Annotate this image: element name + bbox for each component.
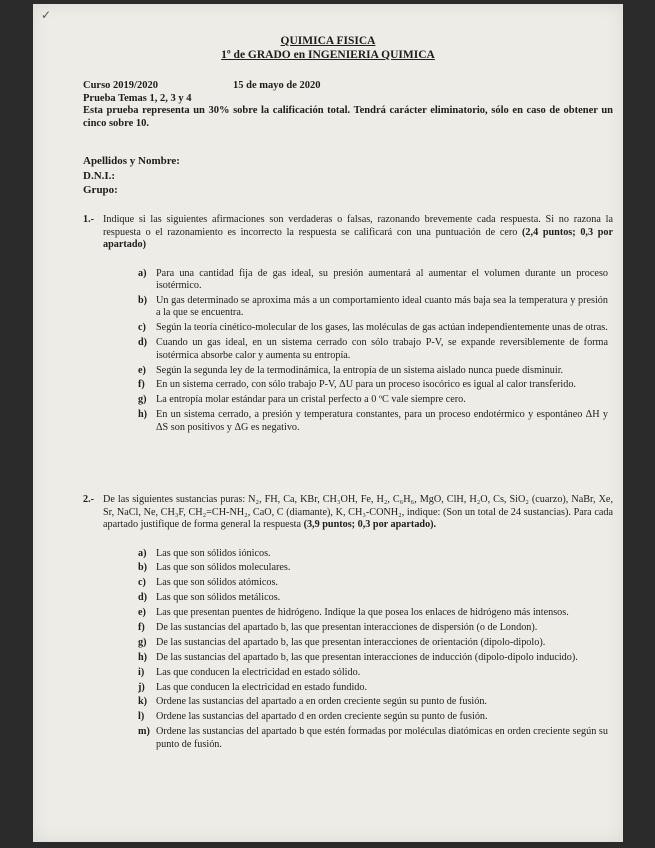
item-label: i) (138, 666, 145, 678)
item-text: De las sustancias del apartado b, las que presentan interacciones de orientación (dipolo-dipolo). (156, 636, 546, 648)
question-2 (83, 494, 613, 754)
dni-label: D.N.I.: (83, 169, 116, 182)
item-text: Para una cantidad fija de gas ideal, su presión aumentará al aumentar el volumen durante un proceso isotérmico. (156, 267, 608, 291)
item-text: Ordene las sustancias del apartado d en orden creciente según su punto de fusión. (156, 711, 488, 723)
item-label: h) (138, 651, 148, 663)
question-points: (2,4 puntos; 0,3 por apartado) (103, 226, 614, 250)
item-text: En un sistema cerrado, con sólo trabajo P-V, ΔU para un proceso isocórico es igual al calor transferido. (156, 379, 576, 391)
question-item (138, 711, 608, 724)
question-item (138, 637, 608, 650)
item-label: b) (138, 562, 148, 574)
question-item (138, 365, 608, 378)
question-items (138, 548, 608, 752)
question-item (138, 548, 608, 561)
item-text: Según la segunda ley de la termodinámica, la entropía de un sistema aislado nunca puede disminuir. (156, 364, 564, 376)
question-item (138, 337, 608, 362)
item-text: Las que conducen la electricidad en estado fundido. (156, 681, 368, 693)
question-item (138, 295, 608, 320)
question-item (138, 409, 608, 434)
question-items (138, 268, 608, 435)
name-label: Apellidos y Nombre: (83, 155, 180, 167)
item-label: h) (138, 409, 148, 421)
grading-note: Esta prueba representa un 30% sobre la calificación total. Tendrá carácter eliminatorio, sólo en caso de obtener un cinco sobre 10. (83, 105, 613, 129)
item-label: a) (138, 547, 147, 559)
item-label: c) (138, 577, 146, 589)
course-year: Curso 2019/2020 (83, 80, 158, 91)
question-item (138, 622, 608, 635)
question-text (103, 214, 613, 252)
question-text (103, 494, 613, 532)
item-label: c) (138, 322, 146, 334)
question-item (138, 726, 608, 751)
item-label: k) (138, 696, 148, 708)
item-label: e) (138, 607, 146, 619)
exam-sheet (33, 4, 623, 842)
item-text: Ordene las sustancias del apartado a en orden creciente según su punto de fusión. (156, 696, 487, 708)
item-text: De las sustancias del apartado b, las que presentan interacciones de inducción (dipolo-dipolo inducido). (156, 651, 578, 663)
question-item (138, 607, 608, 620)
test-topics: Prueba Temas 1, 2, 3 y 4 (83, 92, 192, 104)
subject-title: QUIMICA FISICA (280, 35, 376, 47)
item-label: b) (138, 294, 148, 306)
question-number: 1.- (83, 214, 95, 225)
question-item (138, 577, 608, 590)
item-text: En un sistema cerrado, a presión y temperatura constantes, para un proceso endotérmico y espontáneo ΔH y ΔS son positivos y ΔG es negativo. (156, 409, 608, 433)
item-text: Las que son sólidos atómicos. (156, 577, 278, 589)
question-item (138, 322, 608, 335)
item-text: Las que son sólidos iónicos. (156, 547, 271, 559)
item-text: Ordene las sustancias del apartado b que estén formadas por moléculas diatómicas en orden creciente según su punto de fusión. (156, 726, 608, 750)
question-statement: Indique si las siguientes afirmaciones son verdaderas o falsas, razonando brevemente cada respuesta. Si no razona la respuesta o el razonamiento es incorrecto la respuesta se calificará con una puntuación de cero (103, 214, 613, 238)
item-label: j) (138, 681, 145, 693)
item-text: Cuando un gas ideal, en un sistema cerrado con sólo trabajo P-V, se expande reversiblemente de forma isotérmica absorbe calor y aumenta su entropía. (156, 337, 608, 361)
student-info (83, 154, 180, 198)
item-text: Un gas determinado se aproxima más a un comportamiento ideal cuanto más baja sea la temperatura y presión a la que se encuentra. (156, 294, 608, 319)
exam-header (33, 34, 623, 62)
item-label: m) (138, 726, 150, 738)
item-text: Las que presentan puentes de hidrógeno. Indique la que posea los enlaces de hidrógeno más intensos. (156, 607, 569, 619)
item-text: Según la teoría cinético-molecular de los gases, las moléculas de gas actúan independientemente unas de otras. (156, 322, 608, 334)
item-label: d) (138, 337, 148, 349)
item-label: f) (138, 379, 145, 391)
question-item (138, 394, 608, 407)
item-label: f) (138, 621, 145, 633)
question-points: (3,9 puntos; 0,3 por apartado). (303, 519, 437, 530)
question-item (138, 652, 608, 665)
question-statement: De las siguientes sustancias puras: N₂, FH, Ca, KBr, CH₃OH, Fe, H₂, C₆H₆, MgO, ClH, H₂O, Cs, SiO₂ (cuarzo), NaBr, Xe, Sr, NaCl, Ne, CH₃F, CH₂=CH-NH₂, CaO, C (diamante), K, CH₃-CONH₂, indique: (Son un total de 24 sustancias). Para cada apartado justifique de forma general la respuesta (103, 494, 613, 530)
item-label: l) (138, 711, 145, 723)
question-number: 2.- (83, 494, 95, 505)
item-label: a) (138, 267, 147, 279)
item-text: Las que son sólidos metálicos. (156, 592, 281, 604)
question-item (138, 592, 608, 605)
question-1 (83, 214, 613, 437)
item-label: g) (138, 636, 147, 648)
question-item (138, 562, 608, 575)
exam-date: 15 de mayo de 2020 (233, 80, 321, 91)
question-item (138, 268, 608, 293)
check-mark-icon: ✓ (41, 8, 52, 22)
item-text: Las que conducen la electricidad en estado sólido. (156, 666, 361, 678)
question-item (138, 696, 608, 709)
group-label: Grupo: (83, 184, 118, 196)
item-text: De las sustancias del apartado b, las que presentan interacciones de dispersión (o de London). (156, 621, 538, 633)
question-item (138, 379, 608, 392)
question-item (138, 682, 608, 695)
item-label: e) (138, 364, 146, 376)
item-label: d) (138, 592, 148, 604)
exam-meta (83, 80, 613, 130)
question-item (138, 667, 608, 680)
item-text: Las que son sólidos moleculares. (156, 562, 291, 574)
degree-title: 1º de GRADO en INGENIERIA QUIMICA (221, 49, 435, 61)
item-text: La entropía molar estándar para un cristal perfecto a 0 ºC vale siempre cero. (156, 394, 466, 406)
item-label: g) (138, 394, 147, 406)
